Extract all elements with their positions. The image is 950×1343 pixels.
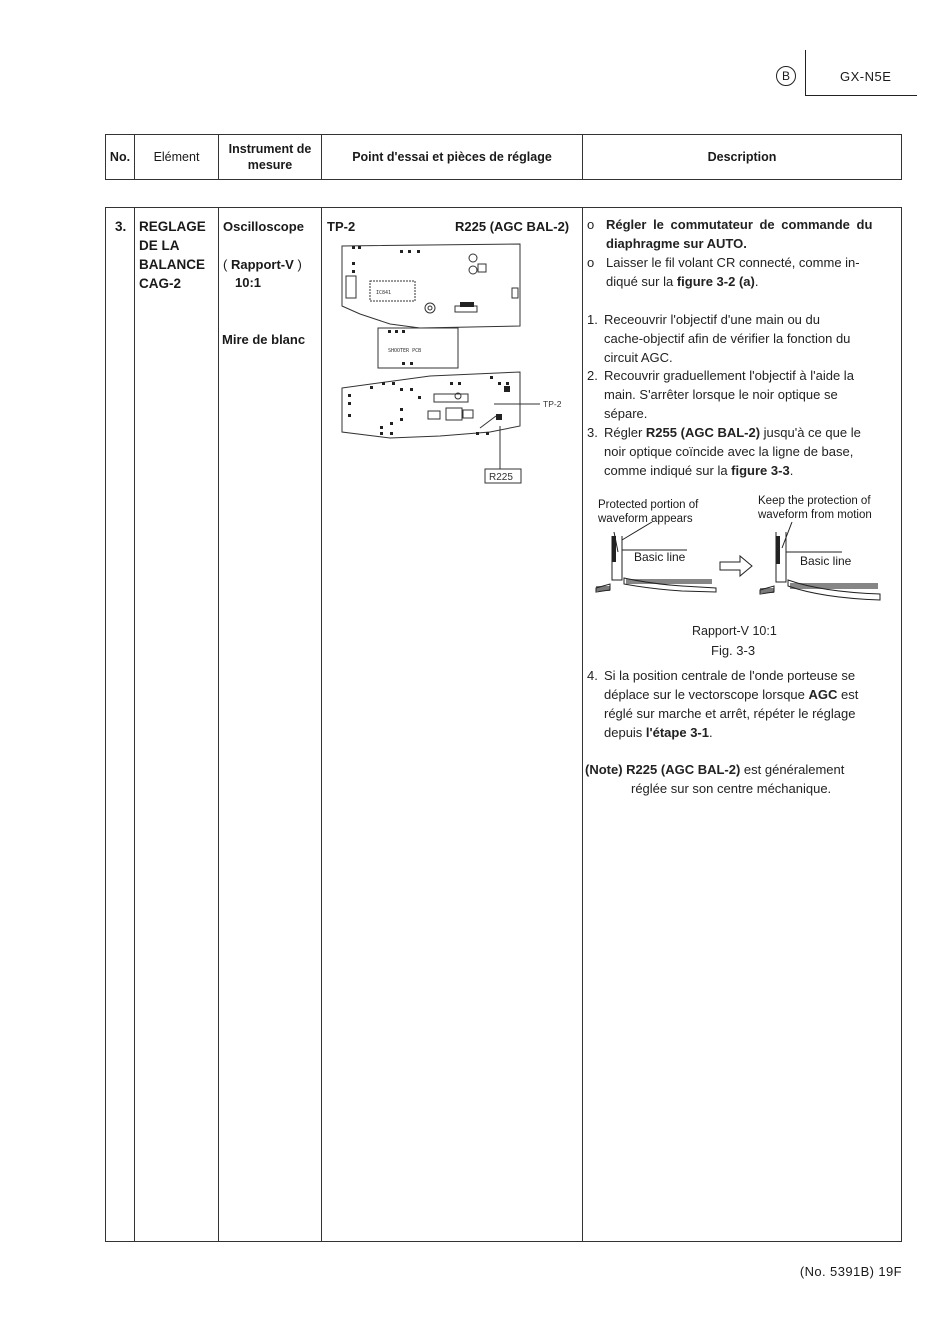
body-col-divider [134, 207, 135, 1242]
bullet1-line1: Régler le commutateur de commande du [606, 217, 873, 232]
fig-left-title-line: Protected portion of [598, 499, 699, 511]
step3-line2: noir optique coïncide avec la ligne de base, [604, 444, 854, 459]
step4-line4: depuis l'étape 3-1. [604, 725, 713, 740]
test-point-tp2: TP-2 [327, 219, 356, 234]
instrument-oscilloscope: Oscilloscope [223, 219, 304, 234]
basic-line-left: Basic line [634, 550, 686, 564]
instrument-ratio [223, 255, 302, 274]
tp2-label: TP-2 [543, 399, 562, 409]
lower-board-outline [342, 372, 520, 438]
note [585, 760, 895, 798]
step-2 [587, 366, 892, 423]
fig-right-title [758, 494, 872, 522]
element-line: BALANCE [139, 257, 205, 272]
step-number: 3. [587, 425, 598, 440]
header-no: No. [109, 150, 131, 164]
section-badge: B [776, 66, 796, 86]
fig-left-title-line: waveform appears [598, 513, 693, 525]
step-number: 4. [587, 668, 598, 683]
step-3 [587, 423, 892, 480]
step-number: 1. [587, 312, 598, 327]
fig-right-title-line: waveform from motion [758, 509, 872, 521]
test-point-r225: R225 (AGC BAL-2) [455, 219, 570, 234]
step2-line: sépare. [604, 406, 648, 421]
element-line: CAG-2 [139, 276, 182, 291]
header-rule [805, 95, 917, 96]
step4-line2: déplace sur le vectorscope lorsque AGC est [604, 687, 859, 702]
header-instrument-line2: mesure [247, 158, 293, 172]
body-col-divider [321, 207, 322, 1242]
element-line: REGLAGE [139, 219, 206, 234]
bullet2-line1: Laisser le fil volant CR connecté, comme in- [606, 255, 860, 270]
bullet-mark: o [587, 217, 595, 232]
sub-board-label: SHOOTER PCB [388, 348, 422, 354]
fig-right-title-line: Keep the protection of [758, 495, 871, 507]
header-test-point: Point d'essai et pièces de réglage [352, 150, 552, 164]
header-instrument [219, 141, 321, 173]
header-instrument-line1: Instrument de [228, 142, 312, 156]
header-divider [805, 50, 806, 96]
body-col-divider [218, 207, 219, 1242]
step3-line1: Régler R255 (AGC BAL-2) jusqu'à ce que le [604, 425, 861, 440]
basic-line-right: Basic line [800, 554, 852, 568]
step1-line: cache-objectif afin de vérifier la fonction du [604, 331, 851, 346]
paren-open: ( [223, 257, 228, 272]
note-line1: (Note) R225 (AGC BAL-2) est généralement [585, 762, 845, 777]
r225-label: R225 [489, 472, 513, 483]
bullet1-line2: diaphragme sur AUTO. [606, 236, 747, 251]
step2-line: Recouvrir graduellement l'objectif à l'aide la [604, 368, 854, 383]
ratio-label: Rapport-V [230, 257, 294, 272]
element-line: DE LA [139, 238, 180, 253]
page-number: (No. 5391B) 19F [799, 1264, 902, 1279]
pcb-diagram [330, 236, 575, 486]
paren-close: ) [297, 257, 302, 272]
body-col-divider [582, 207, 583, 1242]
header-description: Description [707, 150, 777, 164]
step4-line1: Si la position centrale de l'onde porteuse se [604, 668, 856, 683]
fig-caption: Fig. 3-3 [711, 643, 756, 658]
row-number: 3. [115, 219, 127, 234]
ic-label: IC841 [376, 290, 392, 296]
bullet2-line2: diqué sur la figure 3-2 (a). [606, 274, 759, 289]
step-4 [587, 666, 892, 742]
step3-line3: comme indiqué sur la figure 3-3. [604, 463, 794, 478]
upper-board-outline [342, 244, 520, 328]
step2-line: main. S'arrêter lorsque le noir optique se [604, 387, 838, 402]
element-name [139, 217, 206, 293]
step4-line3: réglé sur marche et arrêt, répéter le réglage [604, 706, 856, 721]
model-number: GX-N5E [840, 69, 892, 84]
note-line2: réglée sur son centre méchanique. [631, 781, 832, 796]
bullet-mark: o [587, 255, 595, 270]
right-arrow-icon [720, 556, 752, 576]
step-number: 2. [587, 368, 598, 383]
instrument-white-pattern: Mire de blanc [222, 332, 306, 347]
header-element: Elément [153, 150, 200, 164]
step1-line: circuit AGC. [604, 350, 673, 365]
step-1 [587, 310, 892, 367]
step1-line: Receouvrir l'objectif d'une main ou du [604, 312, 820, 327]
instrument-ratio-value: 10:1 [235, 275, 262, 290]
fig-ratio: Rapport-V 10:1 [692, 624, 777, 638]
description-bullets [587, 215, 892, 291]
